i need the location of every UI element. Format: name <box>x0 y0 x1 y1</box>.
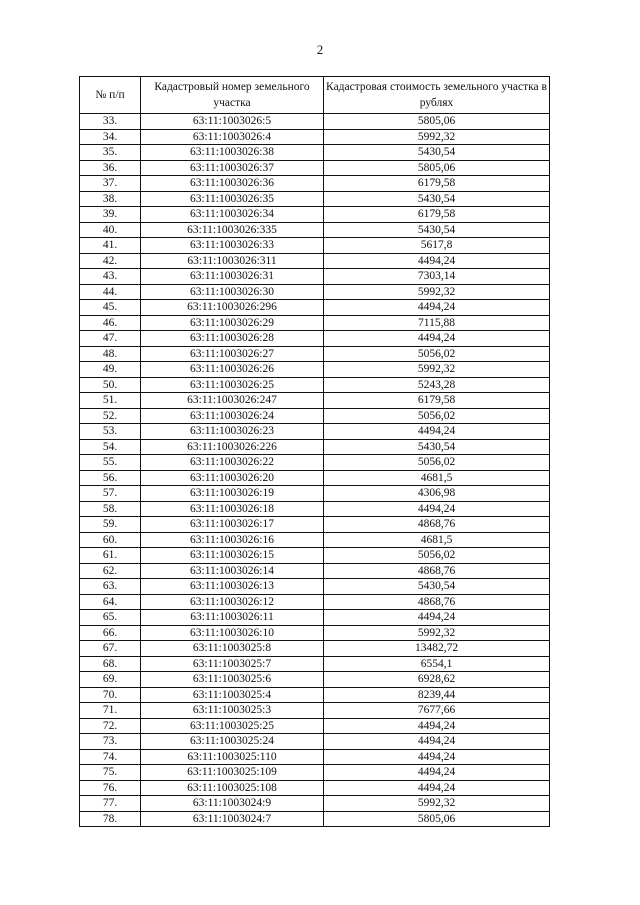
table-row <box>80 253 550 269</box>
table-row <box>80 501 550 517</box>
table-row <box>80 331 550 347</box>
table-row <box>80 424 550 440</box>
cadastral-value: 4494,24 <box>324 718 550 734</box>
table-row <box>80 222 550 238</box>
cadastral-number: 63:11:1003026:35 <box>141 191 324 207</box>
table-row <box>80 811 550 827</box>
table-row <box>80 145 550 161</box>
table-row <box>80 563 550 579</box>
table-row <box>80 517 550 533</box>
row-number: 53. <box>80 424 141 440</box>
table-row <box>80 408 550 424</box>
row-number: 55. <box>80 455 141 471</box>
table-row <box>80 269 550 285</box>
table-row <box>80 718 550 734</box>
cadastral-number: 63:11:1003026:24 <box>141 408 324 424</box>
cadastral-value: 4494,24 <box>324 749 550 765</box>
row-number: 41. <box>80 238 141 254</box>
cadastral-number: 63:11:1003026:19 <box>141 486 324 502</box>
header-cadastral-number: Кадастровый номер земельного участка <box>141 77 324 114</box>
row-number: 59. <box>80 517 141 533</box>
cadastral-number: 63:11:1003024:9 <box>141 796 324 812</box>
row-number: 73. <box>80 734 141 750</box>
cadastral-value-table <box>79 76 550 827</box>
row-number: 48. <box>80 346 141 362</box>
cadastral-number: 63:11:1003025:108 <box>141 780 324 796</box>
cadastral-number: 63:11:1003026:335 <box>141 222 324 238</box>
cadastral-number: 63:11:1003026:18 <box>141 501 324 517</box>
row-number: 38. <box>80 191 141 207</box>
cadastral-value: 5056,02 <box>324 548 550 564</box>
row-number: 65. <box>80 610 141 626</box>
row-number: 76. <box>80 780 141 796</box>
cadastral-value: 5243,28 <box>324 377 550 393</box>
table-row <box>80 765 550 781</box>
table-row <box>80 548 550 564</box>
cadastral-value: 5992,32 <box>324 625 550 641</box>
cadastral-value: 7115,88 <box>324 315 550 331</box>
header-cadastral-value: Кадастровая стоимость земельного участка в рублях <box>324 77 550 114</box>
row-number: 74. <box>80 749 141 765</box>
table-row <box>80 377 550 393</box>
table-row <box>80 346 550 362</box>
cadastral-number: 63:11:1003026:25 <box>141 377 324 393</box>
cadastral-number: 63:11:1003026:23 <box>141 424 324 440</box>
cadastral-value: 6179,58 <box>324 176 550 192</box>
table-row <box>80 455 550 471</box>
table-row <box>80 300 550 316</box>
cadastral-value: 4494,24 <box>324 765 550 781</box>
row-number: 47. <box>80 331 141 347</box>
table-row <box>80 129 550 145</box>
table-row <box>80 439 550 455</box>
cadastral-value: 5056,02 <box>324 455 550 471</box>
cadastral-value: 8239,44 <box>324 687 550 703</box>
cadastral-value: 5430,54 <box>324 222 550 238</box>
cadastral-number: 63:11:1003026:34 <box>141 207 324 223</box>
row-number: 51. <box>80 393 141 409</box>
row-number: 66. <box>80 625 141 641</box>
cadastral-number: 63:11:1003026:33 <box>141 238 324 254</box>
table-row <box>80 656 550 672</box>
cadastral-number: 63:11:1003025:109 <box>141 765 324 781</box>
cadastral-value: 4494,24 <box>324 501 550 517</box>
cadastral-value: 5430,54 <box>324 191 550 207</box>
cadastral-value: 4306,98 <box>324 486 550 502</box>
row-number: 61. <box>80 548 141 564</box>
cadastral-value: 4494,24 <box>324 424 550 440</box>
cadastral-value: 5430,54 <box>324 145 550 161</box>
row-number: 44. <box>80 284 141 300</box>
cadastral-number: 63:11:1003026:13 <box>141 579 324 595</box>
row-number: 34. <box>80 129 141 145</box>
table-row <box>80 486 550 502</box>
cadastral-number: 63:11:1003026:37 <box>141 160 324 176</box>
cadastral-value: 13482,72 <box>324 641 550 657</box>
cadastral-number: 63:11:1003025:6 <box>141 672 324 688</box>
cadastral-value: 4494,24 <box>324 253 550 269</box>
row-number: 67. <box>80 641 141 657</box>
table-row <box>80 238 550 254</box>
cadastral-number: 63:11:1003026:17 <box>141 517 324 533</box>
row-number: 46. <box>80 315 141 331</box>
row-number: 57. <box>80 486 141 502</box>
cadastral-number: 63:11:1003026:36 <box>141 176 324 192</box>
cadastral-number: 63:11:1003025:3 <box>141 703 324 719</box>
cadastral-value: 5430,54 <box>324 439 550 455</box>
table-row <box>80 734 550 750</box>
cadastral-value: 7303,14 <box>324 269 550 285</box>
cadastral-number: 63:11:1003026:28 <box>141 331 324 347</box>
cadastral-number: 63:11:1003026:15 <box>141 548 324 564</box>
cadastral-value: 5805,06 <box>324 160 550 176</box>
cadastral-value: 5805,06 <box>324 114 550 130</box>
table-row <box>80 641 550 657</box>
row-number: 52. <box>80 408 141 424</box>
cadastral-number: 63:11:1003026:20 <box>141 470 324 486</box>
page-number: 2 <box>316 42 324 57</box>
cadastral-number: 63:11:1003026:247 <box>141 393 324 409</box>
cadastral-number: 63:11:1003026:12 <box>141 594 324 610</box>
cadastral-value: 4494,24 <box>324 331 550 347</box>
row-number: 37. <box>80 176 141 192</box>
cadastral-number: 63:11:1003026:26 <box>141 362 324 378</box>
cadastral-value: 5992,32 <box>324 362 550 378</box>
cadastral-number: 63:11:1003025:7 <box>141 656 324 672</box>
cadastral-number: 63:11:1003026:226 <box>141 439 324 455</box>
cadastral-number: 63:11:1003026:22 <box>141 455 324 471</box>
cadastral-number: 63:11:1003026:5 <box>141 114 324 130</box>
table-header-row <box>80 77 550 114</box>
cadastral-number: 63:11:1003025:24 <box>141 734 324 750</box>
cadastral-value: 4494,24 <box>324 780 550 796</box>
header-num: № п/п <box>80 77 141 114</box>
cadastral-value: 4681,5 <box>324 532 550 548</box>
table-row <box>80 315 550 331</box>
table-row <box>80 579 550 595</box>
cadastral-value: 4868,76 <box>324 517 550 533</box>
table-row <box>80 362 550 378</box>
table-row <box>80 160 550 176</box>
row-number: 78. <box>80 811 141 827</box>
table-row <box>80 284 550 300</box>
cadastral-number: 63:11:1003026:27 <box>141 346 324 362</box>
cadastral-number: 63:11:1003026:30 <box>141 284 324 300</box>
table-row <box>80 176 550 192</box>
table-row <box>80 532 550 548</box>
cadastral-value: 6554,1 <box>324 656 550 672</box>
cadastral-number: 63:11:1003026:38 <box>141 145 324 161</box>
cadastral-value: 4494,24 <box>324 300 550 316</box>
table-row <box>80 594 550 610</box>
cadastral-number: 63:11:1003024:7 <box>141 811 324 827</box>
cadastral-value: 4494,24 <box>324 610 550 626</box>
row-number: 72. <box>80 718 141 734</box>
cadastral-number: 63:11:1003026:16 <box>141 532 324 548</box>
row-number: 36. <box>80 160 141 176</box>
cadastral-value: 6928,62 <box>324 672 550 688</box>
row-number: 39. <box>80 207 141 223</box>
cadastral-number: 63:11:1003026:4 <box>141 129 324 145</box>
table-row <box>80 672 550 688</box>
row-number: 43. <box>80 269 141 285</box>
row-number: 69. <box>80 672 141 688</box>
cadastral-value: 4494,24 <box>324 734 550 750</box>
row-number: 42. <box>80 253 141 269</box>
row-number: 49. <box>80 362 141 378</box>
cadastral-value: 5992,32 <box>324 796 550 812</box>
table-row <box>80 470 550 486</box>
table-row <box>80 703 550 719</box>
row-number: 62. <box>80 563 141 579</box>
cadastral-value: 6179,58 <box>324 207 550 223</box>
cadastral-value: 5056,02 <box>324 346 550 362</box>
cadastral-number: 63:11:1003026:296 <box>141 300 324 316</box>
row-number: 50. <box>80 377 141 393</box>
cadastral-number: 63:11:1003026:11 <box>141 610 324 626</box>
cadastral-value: 5617,8 <box>324 238 550 254</box>
table-row <box>80 780 550 796</box>
cadastral-value: 4868,76 <box>324 563 550 579</box>
cadastral-number: 63:11:1003026:14 <box>141 563 324 579</box>
row-number: 63. <box>80 579 141 595</box>
cadastral-number: 63:11:1003025:25 <box>141 718 324 734</box>
row-number: 68. <box>80 656 141 672</box>
table-row <box>80 749 550 765</box>
cadastral-value: 5992,32 <box>324 284 550 300</box>
row-number: 56. <box>80 470 141 486</box>
cadastral-value: 5056,02 <box>324 408 550 424</box>
table-body <box>80 114 550 827</box>
cadastral-number: 63:11:1003026:10 <box>141 625 324 641</box>
cadastral-number: 63:11:1003025:8 <box>141 641 324 657</box>
row-number: 77. <box>80 796 141 812</box>
row-number: 75. <box>80 765 141 781</box>
row-number: 40. <box>80 222 141 238</box>
row-number: 71. <box>80 703 141 719</box>
row-number: 60. <box>80 532 141 548</box>
row-number: 35. <box>80 145 141 161</box>
table-row <box>80 114 550 130</box>
table-row <box>80 625 550 641</box>
cadastral-value: 5430,54 <box>324 579 550 595</box>
cadastral-value: 4868,76 <box>324 594 550 610</box>
row-number: 33. <box>80 114 141 130</box>
cadastral-value: 7677,66 <box>324 703 550 719</box>
cadastral-number: 63:11:1003026:311 <box>141 253 324 269</box>
row-number: 58. <box>80 501 141 517</box>
cadastral-value: 6179,58 <box>324 393 550 409</box>
row-number: 54. <box>80 439 141 455</box>
table-row <box>80 687 550 703</box>
table-row <box>80 191 550 207</box>
cadastral-number: 63:11:1003026:31 <box>141 269 324 285</box>
table-row <box>80 207 550 223</box>
cadastral-number: 63:11:1003026:29 <box>141 315 324 331</box>
table-row <box>80 393 550 409</box>
cadastral-value: 4681,5 <box>324 470 550 486</box>
row-number: 64. <box>80 594 141 610</box>
cadastral-number: 63:11:1003025:110 <box>141 749 324 765</box>
table-row <box>80 796 550 812</box>
row-number: 45. <box>80 300 141 316</box>
row-number: 70. <box>80 687 141 703</box>
cadastral-number: 63:11:1003025:4 <box>141 687 324 703</box>
cadastral-value: 5805,06 <box>324 811 550 827</box>
table-row <box>80 610 550 626</box>
cadastral-value: 5992,32 <box>324 129 550 145</box>
